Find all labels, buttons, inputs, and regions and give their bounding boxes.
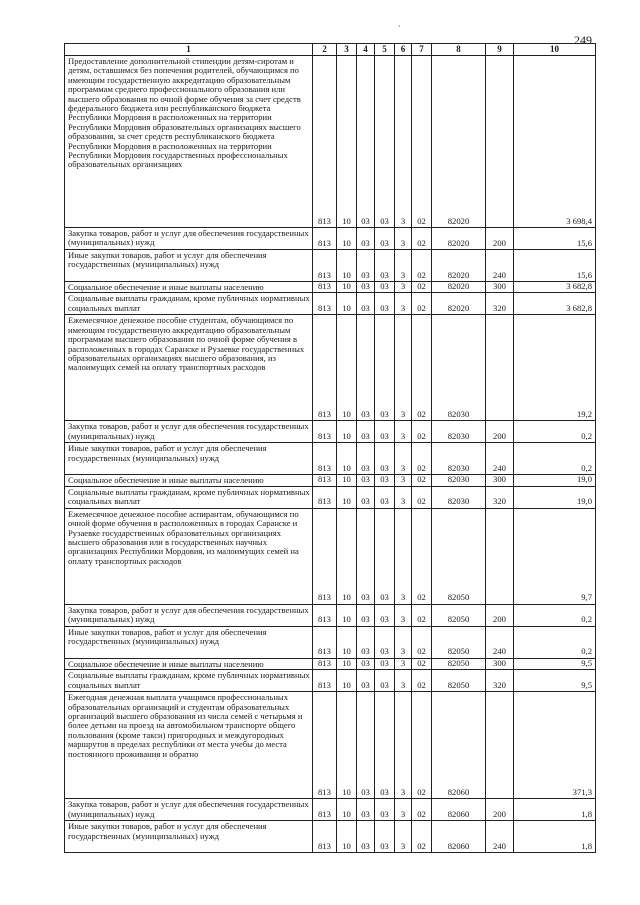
row-code-c5: 03 [375, 421, 395, 443]
row-code-c4: 03 [357, 228, 375, 250]
row-code-c7: 02 [412, 658, 432, 669]
row-code-c9: 300 [486, 282, 514, 293]
row-name: Закупка товаров, работ и услуг для обеспечения государственных (муниципальных) нужд [65, 604, 313, 626]
row-code-c3: 10 [337, 626, 357, 658]
row-amount: 371,3 [514, 692, 596, 799]
row-code-c9: 200 [486, 799, 514, 821]
row-code-c3: 10 [337, 282, 357, 293]
scan-mark: · [398, 22, 401, 31]
row-code-c3: 10 [337, 475, 357, 486]
row-code-c4: 03 [357, 293, 375, 315]
row-code-c7: 02 [412, 250, 432, 282]
row-code-c6: 3 [395, 692, 412, 799]
row-code-c5: 03 [375, 293, 395, 315]
row-code-c5: 03 [375, 56, 395, 228]
row-code-c3: 10 [337, 799, 357, 821]
column-header-4: 4 [357, 44, 375, 56]
row-code-c7: 02 [412, 421, 432, 443]
row-code-c2: 813 [313, 692, 337, 799]
table-row [65, 508, 596, 604]
row-code-c3: 10 [337, 228, 357, 250]
table-row [65, 56, 596, 228]
table-row [65, 282, 596, 293]
table-row [65, 604, 596, 626]
row-code-c7: 02 [412, 692, 432, 799]
row-name: Социальное обеспечение и иные выплаты населению [65, 658, 313, 669]
table-row [65, 475, 596, 486]
row-code-c7: 02 [412, 799, 432, 821]
row-code-c6: 3 [395, 56, 412, 228]
row-code-c4: 03 [357, 486, 375, 508]
row-amount: 15,6 [514, 228, 596, 250]
row-code-c5: 03 [375, 821, 395, 853]
row-code-c8: 82050 [432, 508, 486, 604]
row-code-c9: 320 [486, 486, 514, 508]
table-row [65, 692, 596, 799]
row-code-c4: 03 [357, 626, 375, 658]
row-code-c3: 10 [337, 293, 357, 315]
row-code-c7: 02 [412, 293, 432, 315]
table-row [65, 821, 596, 853]
row-code-c9 [486, 56, 514, 228]
row-code-c9: 300 [486, 658, 514, 669]
row-code-c3: 10 [337, 508, 357, 604]
row-code-c5: 03 [375, 282, 395, 293]
row-code-c5: 03 [375, 658, 395, 669]
row-code-c2: 813 [313, 821, 337, 853]
row-code-c6: 3 [395, 604, 412, 626]
column-header-8: 8 [432, 44, 486, 56]
row-code-c2: 813 [313, 228, 337, 250]
row-name: Социальные выплаты гражданам, кроме публичных нормативных социальных выплат [65, 486, 313, 508]
row-code-c7: 02 [412, 821, 432, 853]
row-name: Иные закупки товаров, работ и услуг для обеспечения государственных (муниципальных) нужд [65, 443, 313, 475]
row-code-c4: 03 [357, 56, 375, 228]
row-amount: 15,6 [514, 250, 596, 282]
row-code-c7: 02 [412, 228, 432, 250]
row-code-c9: 240 [486, 821, 514, 853]
row-code-c7: 02 [412, 508, 432, 604]
column-header-5: 5 [375, 44, 395, 56]
row-code-c8: 82050 [432, 604, 486, 626]
row-code-c9 [486, 315, 514, 421]
row-code-c2: 813 [313, 421, 337, 443]
row-code-c6: 3 [395, 658, 412, 669]
row-code-c8: 82050 [432, 670, 486, 692]
row-code-c6: 3 [395, 282, 412, 293]
row-code-c3: 10 [337, 486, 357, 508]
row-code-c2: 813 [313, 282, 337, 293]
row-code-c2: 813 [313, 250, 337, 282]
row-code-c4: 03 [357, 315, 375, 421]
row-amount: 9,5 [514, 670, 596, 692]
row-code-c2: 813 [313, 670, 337, 692]
row-amount: 19,2 [514, 315, 596, 421]
page-number: 249 [574, 33, 592, 47]
row-code-c8: 82030 [432, 443, 486, 475]
row-code-c2: 813 [313, 56, 337, 228]
row-code-c4: 03 [357, 799, 375, 821]
row-name: Закупка товаров, работ и услуг для обеспечения государственных (муниципальных) нужд [65, 421, 313, 443]
row-name: Предоставление дополнительной стипендии детям-сиротам и детям, оставшимся без попечения родителей, обучающимся по имеющим государственную аккредитацию образовательным программам среднего профессионального образования или высшего образования по очной форме обучения за счет средств федерального бюджета или республиканского бюджета Республики Мордовия в расположенных на территории Республики Мордовия образовательных организациях высшего образования, за счет средств республиканского бюджета Республики Мордовия в расположенных на территории Республики Мордовия государственных профессиональных образовательных организациях [65, 56, 313, 228]
row-code-c9 [486, 508, 514, 604]
row-code-c6: 3 [395, 443, 412, 475]
row-code-c6: 3 [395, 421, 412, 443]
row-code-c2: 813 [313, 443, 337, 475]
row-code-c4: 03 [357, 282, 375, 293]
row-code-c5: 03 [375, 670, 395, 692]
row-code-c8: 82050 [432, 626, 486, 658]
row-code-c6: 3 [395, 250, 412, 282]
row-code-c9: 200 [486, 604, 514, 626]
row-code-c5: 03 [375, 443, 395, 475]
row-code-c4: 03 [357, 658, 375, 669]
row-code-c5: 03 [375, 692, 395, 799]
row-code-c4: 03 [357, 692, 375, 799]
row-code-c8: 82020 [432, 282, 486, 293]
row-code-c5: 03 [375, 475, 395, 486]
row-code-c5: 03 [375, 508, 395, 604]
row-name: Ежегодная денежная выплата учащимся профессиональных образовательных организаций и студентам образовательных организаций высшего образования из числа семей с четырьмя и более детьми на проезд на автомобильном транспорте общего пользования (кроме такси) пригородных и междугородных маршрутов в пределах республики от места учебы до места постоянного проживания и обратно [65, 692, 313, 799]
row-code-c5: 03 [375, 486, 395, 508]
row-amount: 3 682,8 [514, 293, 596, 315]
row-code-c6: 3 [395, 228, 412, 250]
row-amount: 1,8 [514, 821, 596, 853]
row-code-c8: 82020 [432, 293, 486, 315]
row-code-c8: 82020 [432, 250, 486, 282]
row-code-c3: 10 [337, 821, 357, 853]
row-code-c2: 813 [313, 508, 337, 604]
row-code-c2: 813 [313, 486, 337, 508]
table-row [65, 486, 596, 508]
row-code-c7: 02 [412, 670, 432, 692]
row-name: Иные закупки товаров, работ и услуг для обеспечения государственных (муниципальных) нужд [65, 250, 313, 282]
row-code-c4: 03 [357, 508, 375, 604]
row-code-c7: 02 [412, 315, 432, 421]
row-code-c7: 02 [412, 443, 432, 475]
row-code-c8: 82050 [432, 658, 486, 669]
row-code-c3: 10 [337, 670, 357, 692]
row-amount: 9,7 [514, 508, 596, 604]
table-row [65, 315, 596, 421]
row-code-c4: 03 [357, 475, 375, 486]
row-code-c4: 03 [357, 670, 375, 692]
row-name: Социальные выплаты гражданам, кроме публичных нормативных социальных выплат [65, 670, 313, 692]
row-code-c5: 03 [375, 315, 395, 421]
row-code-c2: 813 [313, 626, 337, 658]
row-code-c9: 240 [486, 626, 514, 658]
row-code-c2: 813 [313, 604, 337, 626]
table-row [65, 670, 596, 692]
row-name: Ежемесячное денежное пособие студентам, обучающимся по имеющим государственную аккредитацию образовательным программам высшего образования по очной форме обучения в расположенных в городах Саранске и Рузаевке государственных образовательных организациях высшего образования, из малоимущих семей на оплату транспортных расходов [65, 315, 313, 421]
row-code-c3: 10 [337, 692, 357, 799]
row-code-c7: 02 [412, 604, 432, 626]
table-row [65, 250, 596, 282]
row-code-c2: 813 [313, 658, 337, 669]
row-code-c3: 10 [337, 421, 357, 443]
row-amount: 0,2 [514, 626, 596, 658]
row-code-c2: 813 [313, 475, 337, 486]
row-code-c7: 02 [412, 56, 432, 228]
row-code-c8: 82020 [432, 56, 486, 228]
row-code-c9: 300 [486, 475, 514, 486]
row-name: Социальное обеспечение и иные выплаты населению [65, 475, 313, 486]
column-header-7: 7 [412, 44, 432, 56]
row-code-c3: 10 [337, 604, 357, 626]
row-name: Иные закупки товаров, работ и услуг для обеспечения государственных (муниципальных) нужд [65, 821, 313, 853]
row-amount: 1,8 [514, 799, 596, 821]
row-code-c6: 3 [395, 508, 412, 604]
row-code-c5: 03 [375, 250, 395, 282]
row-code-c6: 3 [395, 799, 412, 821]
row-code-c5: 03 [375, 626, 395, 658]
row-code-c4: 03 [357, 604, 375, 626]
row-code-c9: 240 [486, 250, 514, 282]
column-header-6: 6 [395, 44, 412, 56]
table-row [65, 626, 596, 658]
row-code-c9: 320 [486, 293, 514, 315]
row-code-c7: 02 [412, 282, 432, 293]
row-code-c4: 03 [357, 421, 375, 443]
column-header-1: 1 [65, 44, 313, 56]
row-code-c6: 3 [395, 475, 412, 486]
row-code-c3: 10 [337, 315, 357, 421]
row-code-c9: 200 [486, 228, 514, 250]
row-code-c5: 03 [375, 604, 395, 626]
row-code-c2: 813 [313, 315, 337, 421]
table-row [65, 799, 596, 821]
row-code-c8: 82030 [432, 475, 486, 486]
row-amount: 3 682,8 [514, 282, 596, 293]
row-code-c2: 813 [313, 293, 337, 315]
row-code-c3: 10 [337, 658, 357, 669]
row-code-c4: 03 [357, 443, 375, 475]
row-code-c6: 3 [395, 626, 412, 658]
row-code-c5: 03 [375, 799, 395, 821]
row-amount: 0,2 [514, 421, 596, 443]
row-code-c5: 03 [375, 228, 395, 250]
row-name: Социальное обеспечение и иные выплаты населению [65, 282, 313, 293]
row-code-c7: 02 [412, 626, 432, 658]
row-code-c2: 813 [313, 799, 337, 821]
table-row [65, 658, 596, 669]
row-code-c3: 10 [337, 250, 357, 282]
row-code-c8: 82060 [432, 692, 486, 799]
row-code-c8: 82020 [432, 228, 486, 250]
table-body [65, 56, 596, 853]
table-row [65, 421, 596, 443]
row-code-c3: 10 [337, 443, 357, 475]
table-row [65, 443, 596, 475]
header-row [65, 44, 596, 56]
column-header-3: 3 [337, 44, 357, 56]
row-code-c7: 02 [412, 486, 432, 508]
row-code-c3: 10 [337, 56, 357, 228]
row-code-c6: 3 [395, 486, 412, 508]
row-code-c8: 82030 [432, 486, 486, 508]
row-name: Ежемесячное денежное пособие аспирантам, обучающимся по очной форме обучения в расположенных в городах Саранске и Рузаевке государственных образовательных организациях высшего образования или в государственных научных организациях Республики Мордовия, из малоимущих семей на оплату транспортных расходов [65, 508, 313, 604]
row-code-c4: 03 [357, 821, 375, 853]
row-code-c8: 82060 [432, 799, 486, 821]
row-code-c6: 3 [395, 293, 412, 315]
row-amount: 3 698,4 [514, 56, 596, 228]
row-code-c8: 82060 [432, 821, 486, 853]
row-code-c6: 3 [395, 670, 412, 692]
budget-table [64, 43, 596, 853]
table-row [65, 228, 596, 250]
column-header-10: 10 [514, 44, 596, 56]
row-code-c9: 200 [486, 421, 514, 443]
row-code-c6: 3 [395, 315, 412, 421]
row-name: Закупка товаров, работ и услуг для обеспечения государственных (муниципальных) нужд [65, 228, 313, 250]
row-amount: 9,5 [514, 658, 596, 669]
row-name: Закупка товаров, работ и услуг для обеспечения государственных (муниципальных) нужд [65, 799, 313, 821]
row-code-c9 [486, 692, 514, 799]
row-code-c7: 02 [412, 475, 432, 486]
row-name: Иные закупки товаров, работ и услуг для обеспечения государственных (муниципальных) нужд [65, 626, 313, 658]
row-name: Социальные выплаты гражданам, кроме публичных нормативных социальных выплат [65, 293, 313, 315]
row-code-c8: 82030 [432, 421, 486, 443]
row-amount: 19,0 [514, 475, 596, 486]
row-code-c8: 82030 [432, 315, 486, 421]
column-header-9: 9 [486, 44, 514, 56]
row-amount: 0,2 [514, 443, 596, 475]
row-amount: 0,2 [514, 604, 596, 626]
row-amount: 19,0 [514, 486, 596, 508]
table-row [65, 293, 596, 315]
row-code-c6: 3 [395, 821, 412, 853]
row-code-c9: 320 [486, 670, 514, 692]
row-code-c4: 03 [357, 250, 375, 282]
row-code-c9: 240 [486, 443, 514, 475]
column-header-2: 2 [313, 44, 337, 56]
